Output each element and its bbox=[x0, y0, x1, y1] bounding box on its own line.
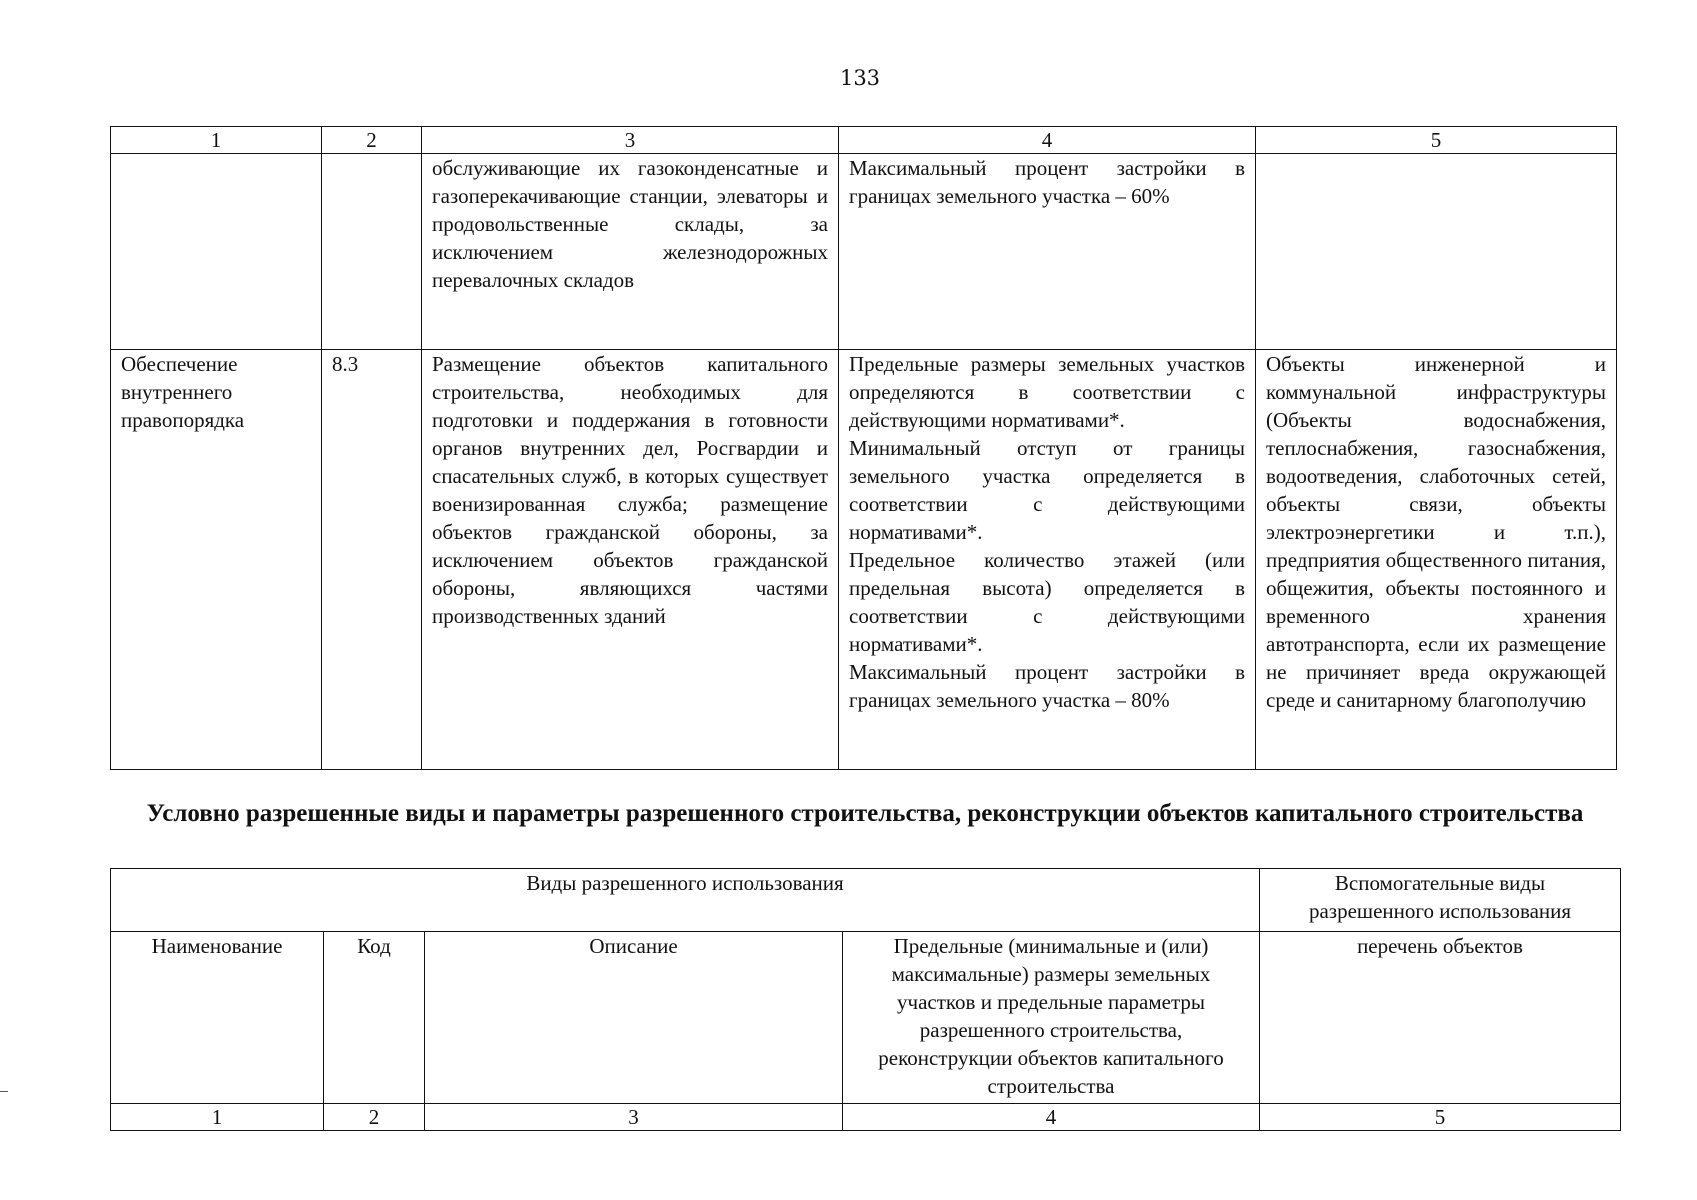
use-code-cell bbox=[322, 154, 422, 350]
column-number-row bbox=[111, 1104, 1621, 1131]
column-header-parameters: Предельные (минимальные и (или) максимальные) размеры земельных участков и предельные параметры разрешенного строительства, реконструкции объектов капитального строительства bbox=[843, 932, 1260, 1104]
header-row bbox=[111, 869, 1621, 932]
use-name-cell: Обеспечение внутреннего правопорядка bbox=[111, 350, 322, 770]
column-header-name: Наименование bbox=[111, 932, 324, 1104]
margin-mark bbox=[0, 1091, 8, 1092]
column-number: 3 bbox=[422, 127, 839, 154]
regulations-table-continued bbox=[110, 126, 1617, 770]
column-number: 5 bbox=[1256, 127, 1617, 154]
table-row bbox=[111, 350, 1617, 770]
parameter-item: Предельные размеры земельных участков определяются в соответствии с действующими нормативами*. bbox=[849, 352, 1245, 432]
column-number: 1 bbox=[111, 127, 322, 154]
permitted-uses-header: Виды разрешенного использования bbox=[111, 869, 1260, 932]
use-code-cell: 8.3 bbox=[322, 350, 422, 770]
section-heading: Условно разрешенные виды и параметры разрешенного строительства, реконструкции объектов капитального строительства bbox=[146, 800, 1584, 827]
column-number: 2 bbox=[322, 127, 422, 154]
column-number: 4 bbox=[843, 1104, 1260, 1131]
use-name-cell bbox=[111, 154, 322, 350]
parameter-item: Минимальный отступ от границы земельного участка определяется в соответствии с действующими нормативами*. bbox=[849, 436, 1245, 544]
header-row bbox=[111, 932, 1621, 1104]
column-number: 3 bbox=[425, 1104, 843, 1131]
table-row bbox=[111, 154, 1617, 350]
parameter-item: Максимальный процент застройки в границах земельного участка – 80% bbox=[849, 660, 1245, 712]
parameters-cell: Максимальный процент застройки в границах земельного участка – 60% bbox=[839, 154, 1256, 350]
column-number: 1 bbox=[111, 1104, 324, 1131]
parameters-cell bbox=[839, 350, 1256, 770]
column-header-objects-list: перечень объектов bbox=[1260, 932, 1621, 1104]
page-number: 133 bbox=[839, 66, 881, 90]
auxiliary-uses-cell: Объекты инженерной и коммунальной инфраструктуры (Объекты водоснабжения, теплоснабжения, газоснабжения, водоотведения, слаботочных сетей, объекты связи, объекты электроэнергетики и т.п.), предприятия общественного питания, общежития, объекты постоянного и временного хранения автотранспорта, если их размещение не причиняет вреда окружающей среде и санитарному благополучию bbox=[1256, 350, 1617, 770]
parameter-item: Предельное количество этажей (или предельная высота) определяется в соответствии с действующими нормативами*. bbox=[849, 548, 1245, 656]
column-header-description: Описание bbox=[425, 932, 843, 1104]
column-number-row bbox=[111, 127, 1617, 154]
conditional-uses-table bbox=[110, 868, 1621, 1131]
column-number: 4 bbox=[839, 127, 1256, 154]
use-description-cell: обслуживающие их газоконденсатные и газоперекачивающие станции, элеваторы и продовольственные склады, за исключением железнодорожных перевалочных складов bbox=[422, 154, 839, 350]
use-description-cell: Размещение объектов капитального строительства, необходимых для подготовки и поддержания в готовности органов внутренних дел, Росгвардии и спасательных служб, в которых существует военизированная служба; размещение объектов гражданской обороны, за исключением объектов гражданской обороны, являющихся частями производственных зданий bbox=[422, 350, 839, 770]
column-number: 5 bbox=[1260, 1104, 1621, 1131]
auxiliary-uses-cell bbox=[1256, 154, 1617, 350]
column-number: 2 bbox=[324, 1104, 425, 1131]
column-header-code: Код bbox=[324, 932, 425, 1104]
auxiliary-uses-header: Вспомогательные виды разрешенного использования bbox=[1260, 869, 1621, 932]
